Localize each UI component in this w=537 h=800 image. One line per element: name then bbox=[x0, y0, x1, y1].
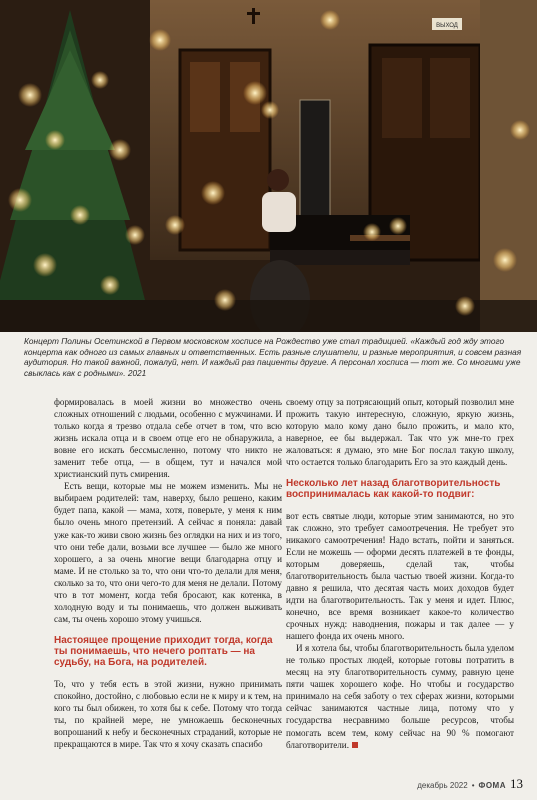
footer-date: декабрь 2022 bbox=[417, 781, 468, 790]
right-paragraph-1: своему отцу за потрясающий опыт, который позволил мне прожить такую интересную, сложную, яркую жизнь, которую мало кому дано было прожить, и мало кто, наверное, ее бы выдержал. Так что уж мне-то грех жаловаться: я думаю, это мне Бог послал такую школу, что остается только благодарить Его за это каждый день. bbox=[286, 397, 514, 468]
right-paragraph-2: вот есть святые люди, которые этим занимаются, но это так сложно, это требует самоотречения. Не требует это никакого самоотречения! Надо встать, пойти и заняться. Если не можешь — оформи десять платежей в те фонды, которым доверяешь, сделай так, чтобы благотворительность была частью твоей жизни. Когда-то давно я решила, что десятая часть моих доходов будет идти на благотворительность. Так у меня и идет. Плюс, конечно, все время возникает какое-то количество срочных нужд: наводнения, пожары и так далее — у нашего фонда их очень много. bbox=[286, 510, 514, 642]
right-paragraph-3 bbox=[286, 642, 514, 750]
pull-quote-charity: Несколько лет назад благотворительность воспринималась как какой-то подвиг: bbox=[286, 478, 501, 501]
page-number: 13 bbox=[510, 776, 523, 791]
right-paragraph-3-text: И я хотела бы, чтобы благотворительность была уделом не только простых людей, которые готовы потратить в месяц на эту благотворительность сумму, равную цене пяти чашек хорошего кофе. Но чтобы и государство принимало на себя заботу о тех сферах жизни, которыми сейчас занимаются частные лица, потому что у государства несравнимо больше ресурсов, чтобы помогать всем тем, кому сейчас на 90 % помогают благотворители. bbox=[286, 643, 514, 750]
photo-caption: Концерт Полины Осетинской в Первом московском хосписе на Рождество уже стал традицией. «Каждый год жду этого концерта как одного из самых главных и ответственных. Есть разные слушатели, и разные мероприятия, и совсем разная аудитория. Но такой важной, пожалуй, нет. И каждый раз пациенты другие. А персонал хосписа — тот же. Со многими уже свыклась как с родными». 2021 bbox=[24, 336, 522, 378]
left-paragraph-3: То, что у тебя есть в этой жизни, нужно принимать спокойно, достойно, с любовью если не к миру и к тем, на кого ты был обижен, то хотя бы к себе. Потому что тогда ты, по крайней мере, не умножаешь бесконечных вопрошаний к небу и бесконечных страданий, которые не прекращаются в мире. Так что я хочу сказать спасибо bbox=[54, 678, 282, 749]
left-column bbox=[54, 396, 282, 750]
left-paragraph-2: Есть вещи, которые мы не можем изменить. Мы не выбираем родителей: там, наверху, было решено, каким будет папа, какой — мама, хотя, поверьте, у меня к ним было очень много претензий. А сейчас я поняла: давай уже как-то живи свою жизнь без оглядки на них и из того, что они тебе дали, возьми все лучшее — было же много хорошего, а за очень многие вещи благодарна отцу и маме. И не столько за то, что они что-то делали для меня, сколько за то, что они чего-то для меня не делали. Потому что в тот момент, когда тебя бросают, как котенка, в холодную воду и ты понимаешь, что должен выживать сам, ты очень хорошо этому учишься. bbox=[54, 481, 282, 624]
page-footer bbox=[417, 776, 523, 792]
end-of-article-mark-icon bbox=[352, 742, 358, 748]
concert-photo-illustration bbox=[0, 0, 537, 332]
footer-magazine-name: ФОМА bbox=[478, 781, 506, 790]
left-paragraph-1: формировалась в моей жизни во множество очень сложных отношений с людьми, особенно с мужчинами. И только когда я трезво отдала себе отчет в том, что всю жизнь искала отца и в своем отце его не обнаружила, а вовне его искать бессмысленно, потому что никто не заменит тебе отца, — в общем, тут и начался мой христианский путь смирения. bbox=[54, 397, 282, 480]
right-column bbox=[286, 396, 514, 751]
concert-photo bbox=[0, 0, 537, 332]
exit-sign-text: ВЫХОД bbox=[436, 23, 458, 29]
pull-quote-forgiveness: Настоящее прощение приходит тогда, когда ты понимаешь, что нечего роптать — на судьбу, на Бога, на родителей. bbox=[54, 634, 273, 669]
footer-separator: • bbox=[471, 781, 475, 790]
